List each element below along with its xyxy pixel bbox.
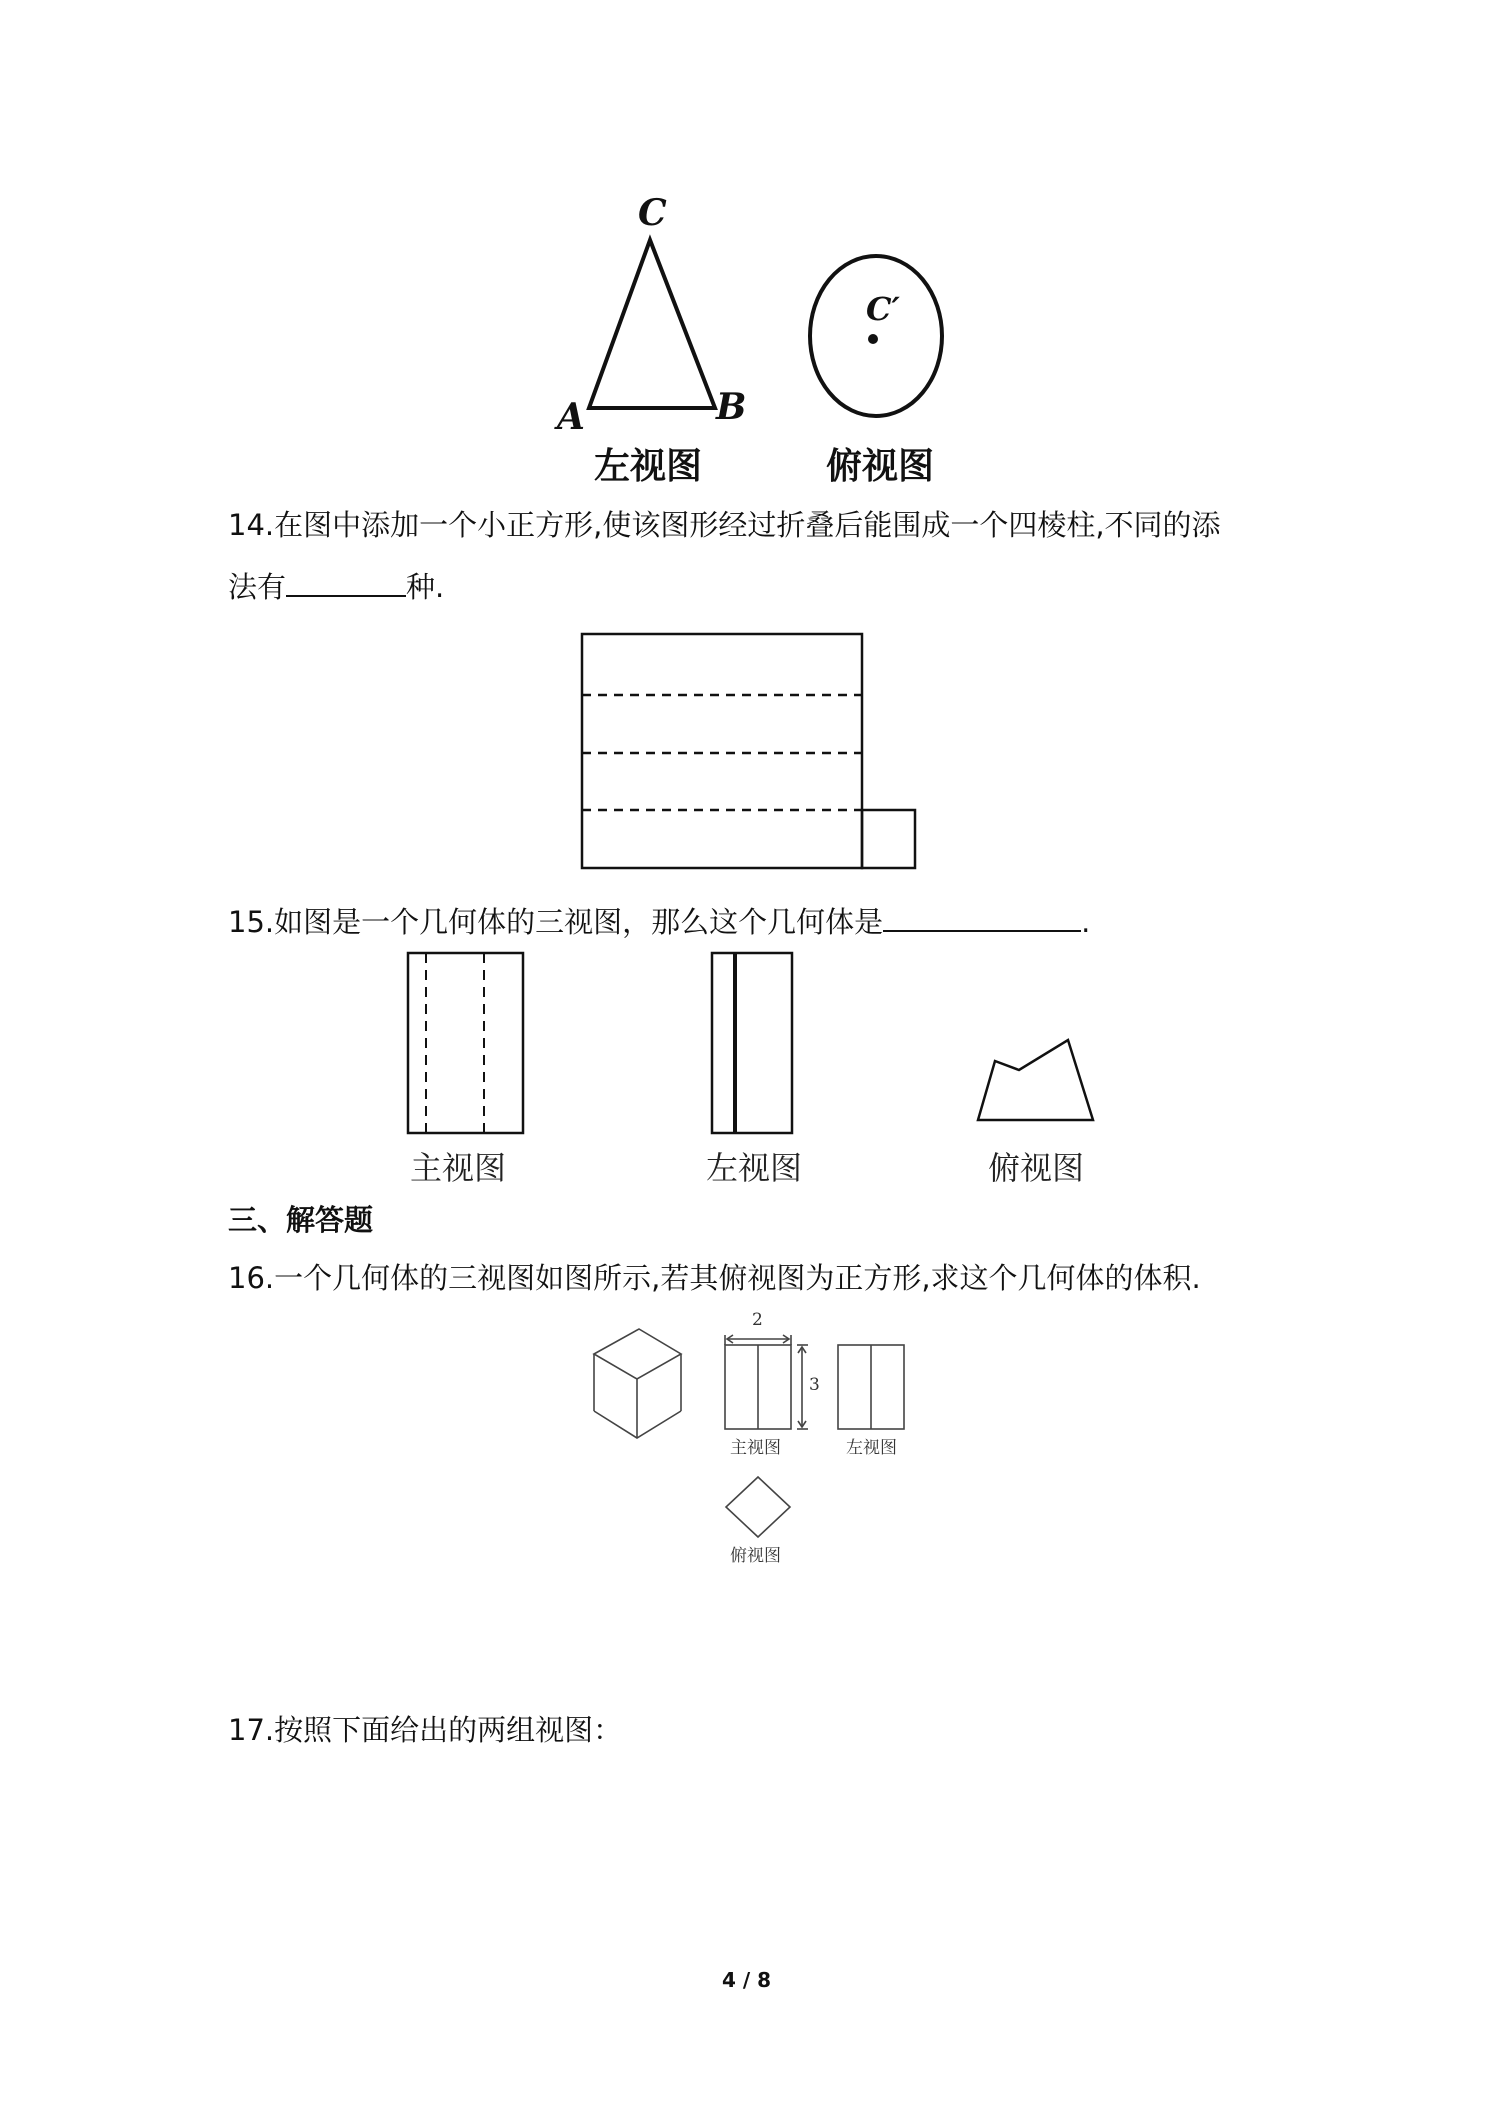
q16-top-caption: 俯视图	[730, 1546, 781, 1566]
q15-left-caption: 左视图	[706, 1149, 803, 1187]
q16-line: 16.一个几何体的三视图如图所示,若其俯视图为正方形,求这个几何体的体积.	[228, 1261, 1201, 1295]
vertex-c-label: C	[638, 192, 667, 234]
q15-front-caption: 主视图	[410, 1149, 507, 1187]
q16-width-label: 2	[752, 1310, 763, 1330]
q16-height-label: 3	[809, 1375, 820, 1395]
left-view-caption: 左视图	[594, 445, 703, 487]
q14-line2-after: 种.	[406, 570, 445, 604]
q16-top-view	[726, 1477, 790, 1537]
q16-left-caption: 左视图	[846, 1438, 897, 1458]
vertex-b-label: B	[716, 386, 747, 428]
q15-top-caption: 俯视图	[988, 1149, 1085, 1187]
q16-solid-drawing	[594, 1329, 681, 1438]
q16-front-caption: 主视图	[730, 1438, 781, 1458]
vertex-a-label: A	[557, 396, 585, 438]
q16-left-view	[838, 1345, 904, 1429]
q15-text-before: 15.如图是一个几何体的三视图，那么这个几何体是	[228, 905, 884, 939]
point-c-prime-label: C′	[866, 290, 900, 328]
top-view-caption: 俯视图	[826, 445, 935, 487]
page-number: 4 / 8	[722, 1968, 772, 1992]
q14-line2-before: 法有	[228, 570, 287, 604]
q14-line1: 14.在图中添加一个小正方形,使该图形经过折叠后能围成一个四棱柱,不同的添	[228, 508, 1221, 542]
q15-text-after: .	[1081, 905, 1091, 939]
q17-line: 17.按照下面给出的两组视图：	[228, 1713, 623, 1747]
q16-front-view	[725, 1335, 808, 1429]
section-heading: 三、解答题	[228, 1203, 374, 1237]
